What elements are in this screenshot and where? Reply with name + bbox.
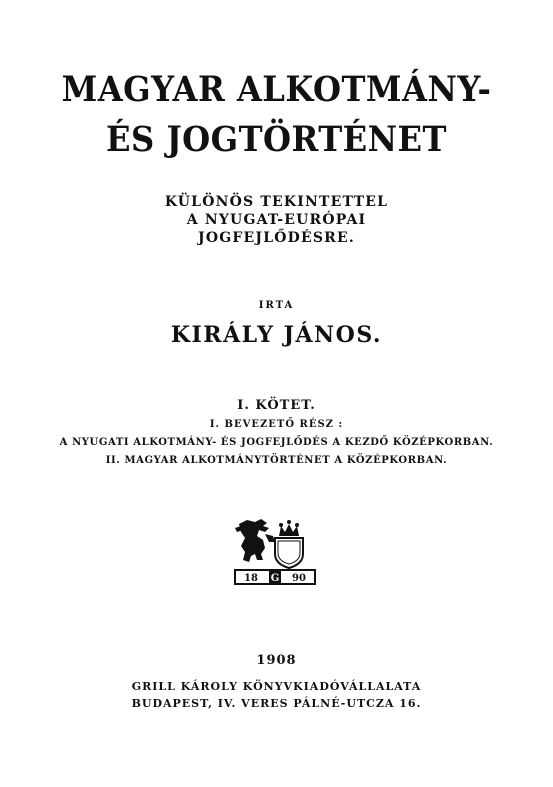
emblem-year-right: 90 <box>292 573 306 584</box>
subtitle-line-3: JOGFEJLŐDÉSRE. <box>198 230 355 246</box>
part-heading: I. BEVEZETŐ RÉSZ : <box>209 419 344 430</box>
subtitle-line-1: KÜLÖNÖS TEKINTETTEL <box>164 194 389 210</box>
emblem-year-left: 18 <box>244 573 258 584</box>
book-title-line-1: MAGYAR ALKOTMÁNY- <box>61 69 492 110</box>
publisher-address: BUDAPEST, IV. VERES PÁLNÉ-UTCZA 16. <box>131 697 422 710</box>
emblem-monogram: G <box>270 573 280 584</box>
crown-icon <box>279 520 299 536</box>
subtitle-line-2: A NYUGAT-EURÓPAI <box>186 212 367 228</box>
byline-label: IRTA <box>258 300 295 311</box>
griffin-icon <box>235 519 275 562</box>
publisher-emblem <box>233 516 317 586</box>
book-title-line-2: ÉS JOGTÖRTÉNET <box>106 119 447 160</box>
shield-icon <box>275 538 303 568</box>
section-line-1: A NYUGATI ALKOTMÁNY- ÉS JOGFEJLŐDÉS A KEZDŐ KÖZÉPKORBAN. <box>59 437 494 448</box>
volume-label: I. KÖTET. <box>237 398 316 413</box>
publisher-name: GRILL KÁROLY KÖNYVKIADÓVÁLLALATA <box>131 680 422 693</box>
author-name: KIRÁLY JÁNOS. <box>170 322 383 348</box>
section-line-2: II. MAGYAR ALKOTMÁNYTÖRTÉNET A KÖZÉPKORBAN. <box>105 455 448 466</box>
publication-year: 1908 <box>256 653 297 668</box>
